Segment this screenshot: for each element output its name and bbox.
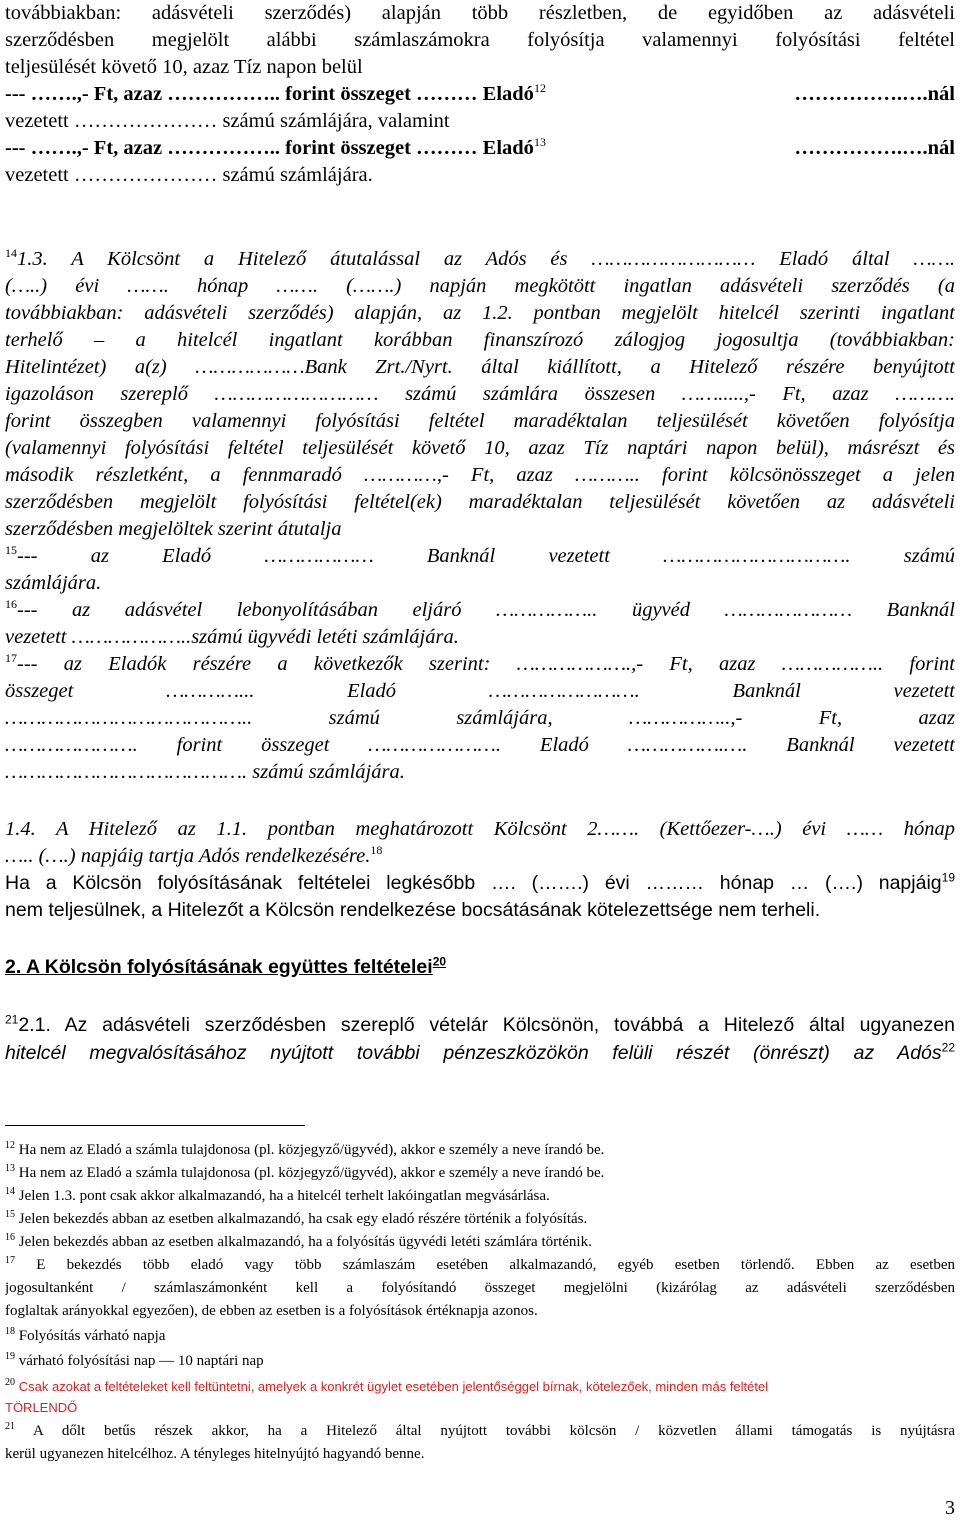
footnote-ref-17: 17	[5, 651, 17, 666]
section-2-heading: 2. A Kölcsön folyósításának együttes feltételei$^{20}$	[5, 954, 447, 978]
footnote-ref-18: 18	[370, 843, 383, 858]
footnote-ref-21: 21	[5, 1012, 19, 1027]
body-line: (…..) évi ……. hónap ……. (…….) napján megkötött ingatlan adásvételi szerződés (a	[5, 275, 955, 297]
section-1-4-line: 1.4. A Hitelező az 1.1. pontban meghatározott Kölcsönt 2……. (Kettőezer-….) évi …… hónap	[5, 818, 955, 840]
footnote-17-cont: foglaltak arányokkal egyezően), de ebben az esetben is a folyósítások értéknapja azonos.	[5, 1303, 538, 1319]
footnote-12: $^{12}$ Ha nem az Eladó a számla tulajdonosa (pl. közjegyző/ügyvéd), akkor e személy a neve írandó be.	[5, 1140, 605, 1158]
body-line: $^{17}$--- az Eladók részére a következők szerint: ……………….,- Ft, azaz …………….. forint	[5, 651, 955, 675]
footnote-ref-22: 22	[941, 1040, 955, 1055]
body-line: továbbiakban: adásvételi szerződés) alapján, az 1.2. pontban megjelölt hitelcél szerinti ingatlant	[5, 302, 955, 324]
footnote-separator	[5, 1125, 305, 1126]
footnote-ref-16: 16	[5, 597, 17, 612]
body-line: továbbiakban: adásvételi szerződés) alapján több részletben, de egyidőben az adásvételi	[5, 2, 955, 24]
body-line: ………………………………….. számú számlájára, ……………..,- Ft, azaz	[5, 707, 955, 729]
body-line: ….. (….) napjáig tartja Adós rendelkezésére.$^{18}$	[5, 843, 383, 867]
transfer-line-eladó13: --- …….,- Ft, azaz …………….. forint összeget ……… Eladó	[5, 137, 534, 159]
body-line: vezetett ………………… számú számlájára.	[5, 164, 373, 186]
body-line: igazoláson szereplő ……………………… számú számlára összesen …….....,- Ft, azaz ……….	[5, 383, 955, 405]
footnote-19: $^{19}$ várható folyósítási nap — 10 naptári nap	[5, 1351, 264, 1369]
body-line: második részletként, a fennmaradó …………,- Ft, azaz ……….. forint kölcsönösszeget a jelen	[5, 464, 955, 486]
body-line: $^{16}$--- az adásvétel lebonyolításában eljáró …………….. ügyvéd ………………… Banknál	[5, 597, 955, 621]
section-1-3-line: $^{14}$1.3. A Kölcsönt a Hitelező átutalással az Adós és ……………………… Eladó által …….	[5, 246, 955, 270]
footnote-ref-14: 14	[5, 246, 17, 261]
body-line: szerződésben megjelölt alábbi számlaszámokra folyósítja valamennyi folyósítási feltétel	[5, 29, 955, 51]
body-line: szerződésben megjelöltek szerint átutalja	[5, 518, 342, 540]
body-line: Hitelintézet) a(z) ………………Bank Zrt./Nyrt. által kiállított, a Hitelező részére benyújtott	[5, 356, 955, 378]
body-line: forint összegben valamennyi folyósítási feltétel maradéktalan teljesülését követően folyósítja	[5, 410, 955, 432]
body-line: összeget …………... Eladó ……………………. Banknál vezetett	[5, 680, 955, 702]
body-line: szerződésben megjelölt folyósítási feltétel(ek) maradéktalan teljesülését követően az adásvételi	[5, 491, 955, 513]
footnote-ref-15: 15	[5, 543, 17, 558]
body-line: teljesülését követő 10, azaz Tíz napon belül	[5, 56, 363, 78]
footnote-13: $^{13}$ Ha nem az Eladó a számla tulajdonosa (pl. közjegyző/ügyvéd), akkor e személy a neve írandó be.	[5, 1163, 605, 1181]
footnote-14: $^{14}$ Jelen 1.3. pont csak akkor alkalmazandó, ha a hitelcél terhelt lakóingatlan megvásárlása.	[5, 1186, 550, 1204]
footnote-21: $^{21}$ A dőlt betűs részek akkor, ha a Hitelező által nyújtott további kölcsön / közvetlen állami támogatás is nyújtásra	[5, 1421, 955, 1439]
body-line: …………………………………. számú számlájára.	[5, 761, 405, 783]
footnote-20-cont: TÖRLENDŐ	[5, 1400, 78, 1415]
footnote-ref-19: 19	[941, 870, 955, 885]
transfer-line-eladó12: --- …….,- Ft, azaz …………….. forint összeget ……… Eladó	[5, 83, 534, 105]
body-line: nem teljesülnek, a Hitelezőt a Kölcsön rendelkezése bocsátásának kötelezettsége nem terheli.	[5, 899, 821, 921]
body-line: terhelő – a hitelcél ingatlant korábban finanszírozó zálogjog jogosultja (továbbiakban:	[5, 329, 955, 351]
page-number: 3	[945, 1497, 955, 1519]
body-line: (valamennyi folyósítási feltétel teljesülését követő 10, azaz Tíz naptári napon belül), másrészt és	[5, 437, 955, 459]
footnote-17: $^{17}$ E bekezdés több eladó vagy több számlaszám esetében alkalmazandó, egyéb esetben törlendő. Ebben az esetben	[5, 1255, 955, 1273]
footnote-17-cont: jogosultanként / számlaszámonként kell a folyósítandó összeget megjelölni (kizárólag az adásvételi szerződésben	[5, 1280, 955, 1296]
footnote-ref-20: 20	[432, 954, 447, 969]
footnote-15: $^{15}$ Jelen bekezdés abban az esetben alkalmazandó, ha csak egy eladó részére történik a folyósítás.	[5, 1209, 588, 1227]
body-line: $^{15}$--- az Eladó ……………… Banknál vezetett …………………………. számú	[5, 543, 955, 567]
body-line-right: …………….….nál	[794, 137, 955, 159]
body-line: számlájára.	[5, 572, 102, 594]
footnote-21-cont: kerül ugyanezen hitelcélhoz. A tényleges hitelnyújtó hagyandó benne.	[5, 1446, 425, 1462]
body-line: hitelcél megvalósításához nyújtott további pénzeszközökön felüli részét (önrészt) az Adós$^{22}$	[5, 1040, 955, 1064]
section-2-1-line: $^{21}$2.1. Az adásvételi szerződésben szereplő vételár Kölcsönön, továbbá a Hitelező által ugyanezen	[5, 1012, 955, 1036]
footnote-20: $^{20}$ Csak azokat a feltételeket kell feltüntetni, amelyek a konkrét ügylet esetében jelentőséggel bírnak, kötelezőek, minden más feltétel	[5, 1377, 769, 1394]
body-line: …………………. forint összeget …………………. Eladó …………….…. Banknál vezetett	[5, 734, 955, 756]
footnote-18: $^{18}$ Folyósítás várható napja	[5, 1326, 166, 1344]
footnote-ref-13: 13	[533, 135, 546, 150]
footnote-ref-12: 12	[533, 81, 546, 96]
body-line-right: …………….….nál	[794, 83, 955, 105]
footnote-16: $^{16}$ Jelen bekezdés abban az esetben alkalmazandó, ha a folyósítás ügyvédi letéti számlára történik.	[5, 1232, 592, 1250]
body-line: vezetett ………………..számú ügyvédi letéti számlájára.	[5, 626, 459, 648]
body-line: vezetett ………………… számú számlájára, valamint	[5, 110, 450, 132]
body-line: Ha a Kölcsön folyósításának feltételei legkésőbb …. (…….) évi ……… hónap … (….) napjáig$^{19}$	[5, 870, 955, 894]
